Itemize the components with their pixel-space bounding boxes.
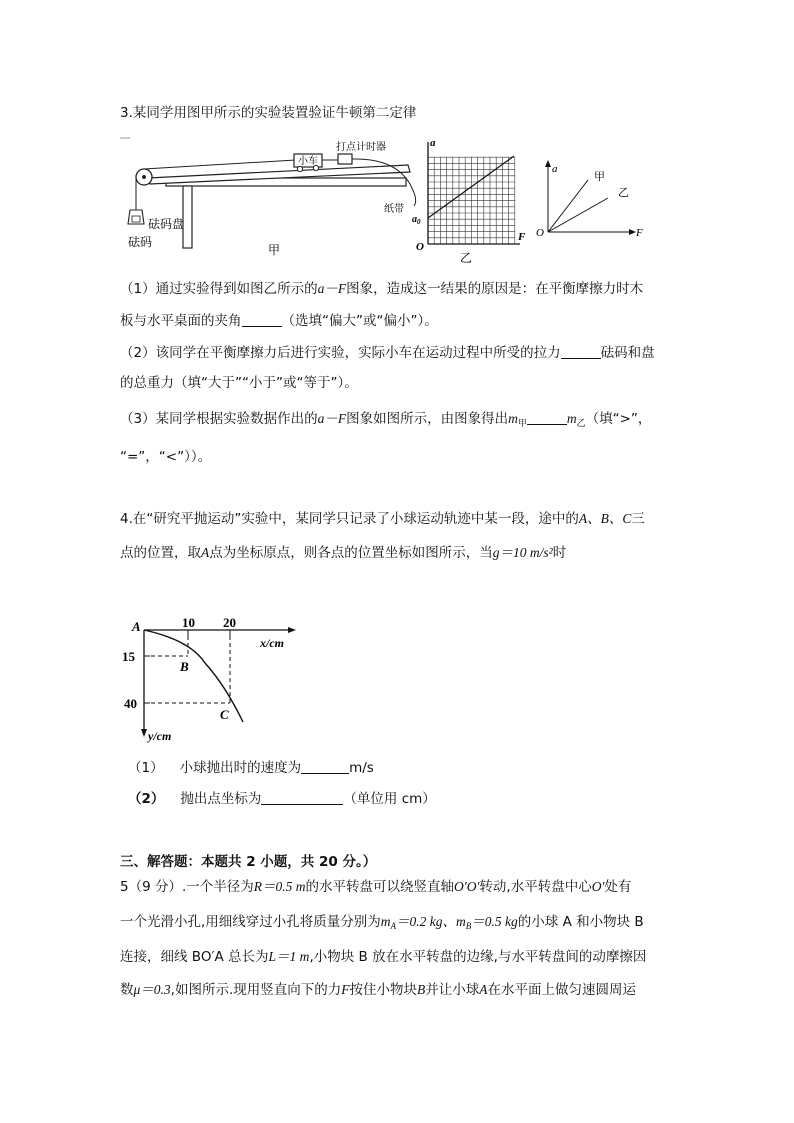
cart-label: 小车	[298, 156, 318, 167]
caption-jia: 甲	[268, 243, 281, 257]
label-yi: 乙	[618, 186, 629, 199]
projectile-graph	[120, 615, 310, 750]
answer-blank-launch-point[interactable]	[261, 790, 343, 805]
graph-yi	[410, 136, 535, 264]
q3-part2-line2: 的总重力（填“大于”“小于”或“等于”）。	[120, 375, 358, 391]
label-jia: 甲	[594, 170, 605, 183]
answer-blank-angle[interactable]	[242, 312, 282, 327]
caption-yi: 乙	[460, 251, 473, 264]
q4-sub1: （1） 小球抛出时的速度为 m/s	[128, 760, 374, 776]
answer-blank-mass[interactable]	[527, 410, 567, 425]
tape-label: 纸带	[384, 204, 404, 215]
q3-part3-line1: （3）某同学根据实验数据作出的a－F图象如图所示，由图象得出$m_甲$ $m_乙$（填“>”，	[120, 411, 652, 429]
x-tick-20: 20	[223, 615, 236, 630]
apparatus-figure	[118, 132, 418, 257]
line-jia	[548, 180, 588, 232]
point-C-label: C	[220, 707, 229, 722]
q3-part3-line2: “=”，“<”））。	[120, 449, 212, 465]
q3-part1-line1: （1）通过实验得到如图乙所示的a－F图象，造成这一结果的原因是：在平衡摩擦力时木	[120, 281, 644, 297]
x-tick-10: 10	[182, 615, 195, 630]
axis-a-compare: a	[552, 163, 558, 175]
q4-line1: 4.在“研究平抛运动”实验中，某同学只记录了小球运动轨迹中某一段，途中的A、B、C三	[120, 511, 645, 527]
axis-F-yi: F	[518, 231, 526, 243]
origin-yi: O	[416, 241, 424, 253]
timer	[338, 154, 352, 164]
point-A-label: A	[132, 619, 141, 634]
q3-part2-line1: （2）该同学在平衡摩擦力后进行实验，实际小车在运动过程中所受的拉力 砝码和盘	[120, 345, 655, 361]
graph-jia-yi-compare	[532, 158, 662, 240]
a-F-line-yi	[428, 156, 514, 218]
q4-sub2: （2） 抛出点坐标为 （单位用 cm）	[128, 791, 436, 807]
section-heading: 三、解答题：本题共 2 小题，共 20 分。）	[120, 854, 377, 870]
axis-F-compare: F	[636, 227, 643, 239]
q5-line3: 连接，细线 BO′A 总长为L＝1 m,小物块 B 放在水平转盘的边缘,与水平转盘间的动摩擦因	[120, 949, 647, 965]
y-tick-40: 40	[124, 696, 137, 711]
weights-label: 砝码	[128, 235, 153, 249]
weight-pan-label: 砝码盘	[148, 217, 185, 231]
axis-a-yi: a	[430, 137, 436, 149]
table-leg	[183, 186, 192, 248]
q5-line1: 5（9 分）.一个半径为R＝0.5 m的水平转盘可以绕竖直轴O′O′转动,水平转盘中心O′处有	[120, 879, 632, 895]
y-axis-label: y/cm	[148, 729, 172, 743]
q3-part1-line2: 板与水平桌面的夹角 （选填“偏大”或“偏小”）。	[120, 313, 438, 329]
timer-label: 打点计时器	[336, 142, 386, 153]
a0-label: $a_0$	[412, 214, 421, 226]
x-axis-label: x/cm	[260, 636, 284, 650]
answer-blank-velocity[interactable]	[301, 759, 349, 774]
origin-compare: O	[536, 227, 544, 239]
answer-blank-tension[interactable]	[561, 344, 601, 359]
point-B-label: B	[180, 659, 189, 674]
q5-line4: 数μ＝0.3,如图所示.现用竖直向下的力F按住小物块B并让小球A在水平面上做匀速圆周运	[120, 982, 636, 998]
q3-title: 3.某同学用图甲所示的实验装置验证牛顿第二定律	[120, 105, 417, 121]
q4-line2: 点的位置，取A点为坐标原点，则各点的位置坐标如图所示，当g＝10 m/s²时	[120, 545, 567, 561]
line-yi	[548, 198, 608, 232]
q5-line2: 一个光滑小孔,用细线穿过小孔将质量分别为$m_A=0.2$ kg、$m_B=0.5$ kg的小球 A 和小物块 B	[120, 914, 644, 931]
y-tick-15: 15	[122, 649, 135, 664]
